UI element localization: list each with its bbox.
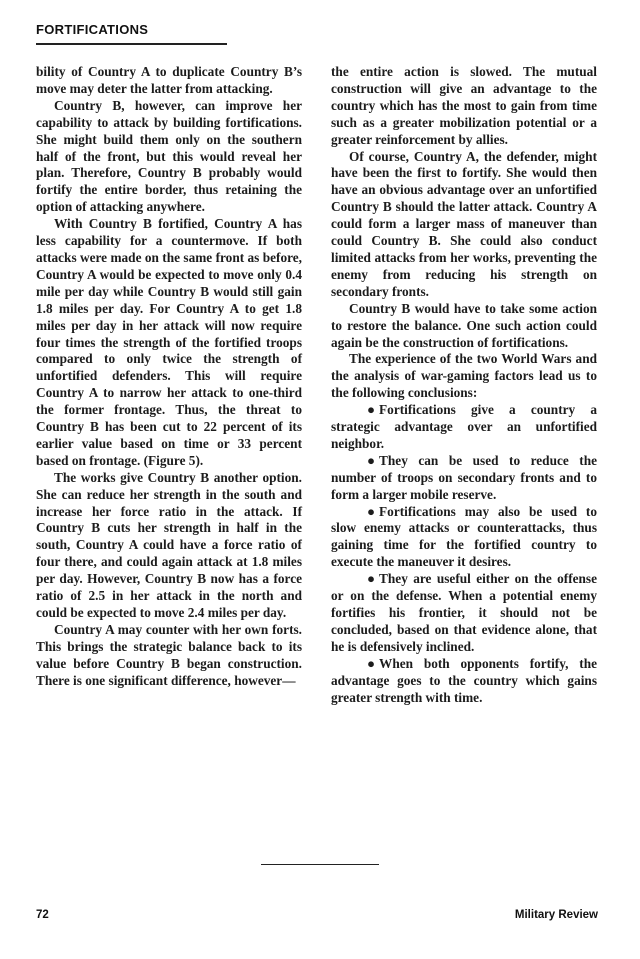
paragraph: Country A may counter with her own forts. This brings the strategic balance back to its value before Country B began construction. There is one significant difference, however— xyxy=(36,621,302,688)
bullet-text: When both opponents fortify, the advantage goes to the country which gains greater strength with time. xyxy=(331,655,597,705)
paragraph: Country B would have to take some action to restore the balance. One such action could again be the construction of fortifications. xyxy=(331,300,597,350)
paragraph: Country B, however, can improve her capability to attack by building fortifications. She might build them only on the southern half of the front, but this would reveal her plan. Therefore, Country B probably would fortify the entire border, thus retaining the option of attacking anywhere. xyxy=(36,97,302,215)
running-head: FORTIFICATIONS xyxy=(36,22,149,37)
bullet-item xyxy=(331,504,597,572)
paragraph: bility of Country A to duplicate Country B’s move may deter the latter from attacking. xyxy=(36,64,302,96)
bullet-text: They are useful either on the offense or on the defense. When a potential enemy fortifies his frontier, it should not be concluded, based on that evidence alone, that he is defensively inclined. xyxy=(331,571,597,654)
paragraph: Of course, Country A, the defender, might have been the first to fortify. She would then have an obvious advantage over an unfortified Country B should the latter attack. Country A could form a larger mass of maneuver than could Country B. She could also conduct limited attacks from her works, preventing the enemy from reducing his strength on secondary fronts. xyxy=(331,148,597,299)
bullet-icon: ● xyxy=(367,503,376,519)
bullet-text: Fortifications give a country a strategic advantage over an unfortified neighbor. xyxy=(331,402,597,451)
paragraph: the entire action is slowed. The mutual construction will give an advantage to the country which has the most to gain from time such as a greater mobilization potential or a greater reinforcement by allies. xyxy=(331,64,597,147)
bullet-icon: ● xyxy=(367,452,376,468)
bullet-icon: ● xyxy=(367,402,376,418)
bullet-text: Fortifications may also be used to slow enemy attacks or counterattacks, thus gaining time for the fortified country to execute the maneuver it desires. xyxy=(331,503,597,570)
bullet-item xyxy=(331,402,597,453)
journal-title: Military Review xyxy=(514,909,598,921)
left-column xyxy=(36,64,302,690)
bullet-icon: ● xyxy=(367,571,376,587)
paragraph: The experience of the two World Wars and the analysis of war-gaming factors lead us to the following conclusions: xyxy=(331,351,597,401)
paragraph: The works give Country B another option. She can reduce her strength in the south and increase her force ratio in the attack. If Country B cuts her strength in half in the south, Country A could have a force ratio of four there, and could again attack at 1.8 miles per day. However, Country B now has a force ratio of 2.5 in her attack in the north and could be expected to move 2.4 miles per day. xyxy=(36,469,302,620)
right-column xyxy=(331,64,597,706)
bullet-item xyxy=(331,656,597,707)
page-number: 72 xyxy=(36,909,49,921)
header-rule xyxy=(36,43,227,45)
bullet-icon: ● xyxy=(367,655,376,671)
bullet-text: They can be used to reduce the number of troops on secondary fronts and to form a larger mobile reserve. xyxy=(331,452,597,502)
paragraph: With Country B fortified, Country A has less capability for a countermove. If both attacks were made on the same front as before, Country A would be expected to move only 0.4 mile per day while Country B would still gain 1.8 miles per day. For Country A to get 1.8 miles per day in her attack will now require four times the strength of the fortified troops compared to only twice the strength of unfortified defenders. This will require Country A to narrow her attack to one-third the former frontage. Thus, the threat to Country B has been cut to 22 percent of its earlier value based on time or 33 percent based on frontage. (Figure 5). xyxy=(36,216,302,468)
bullet-item xyxy=(331,453,597,504)
bullet-item xyxy=(331,571,597,656)
end-rule xyxy=(261,864,379,865)
